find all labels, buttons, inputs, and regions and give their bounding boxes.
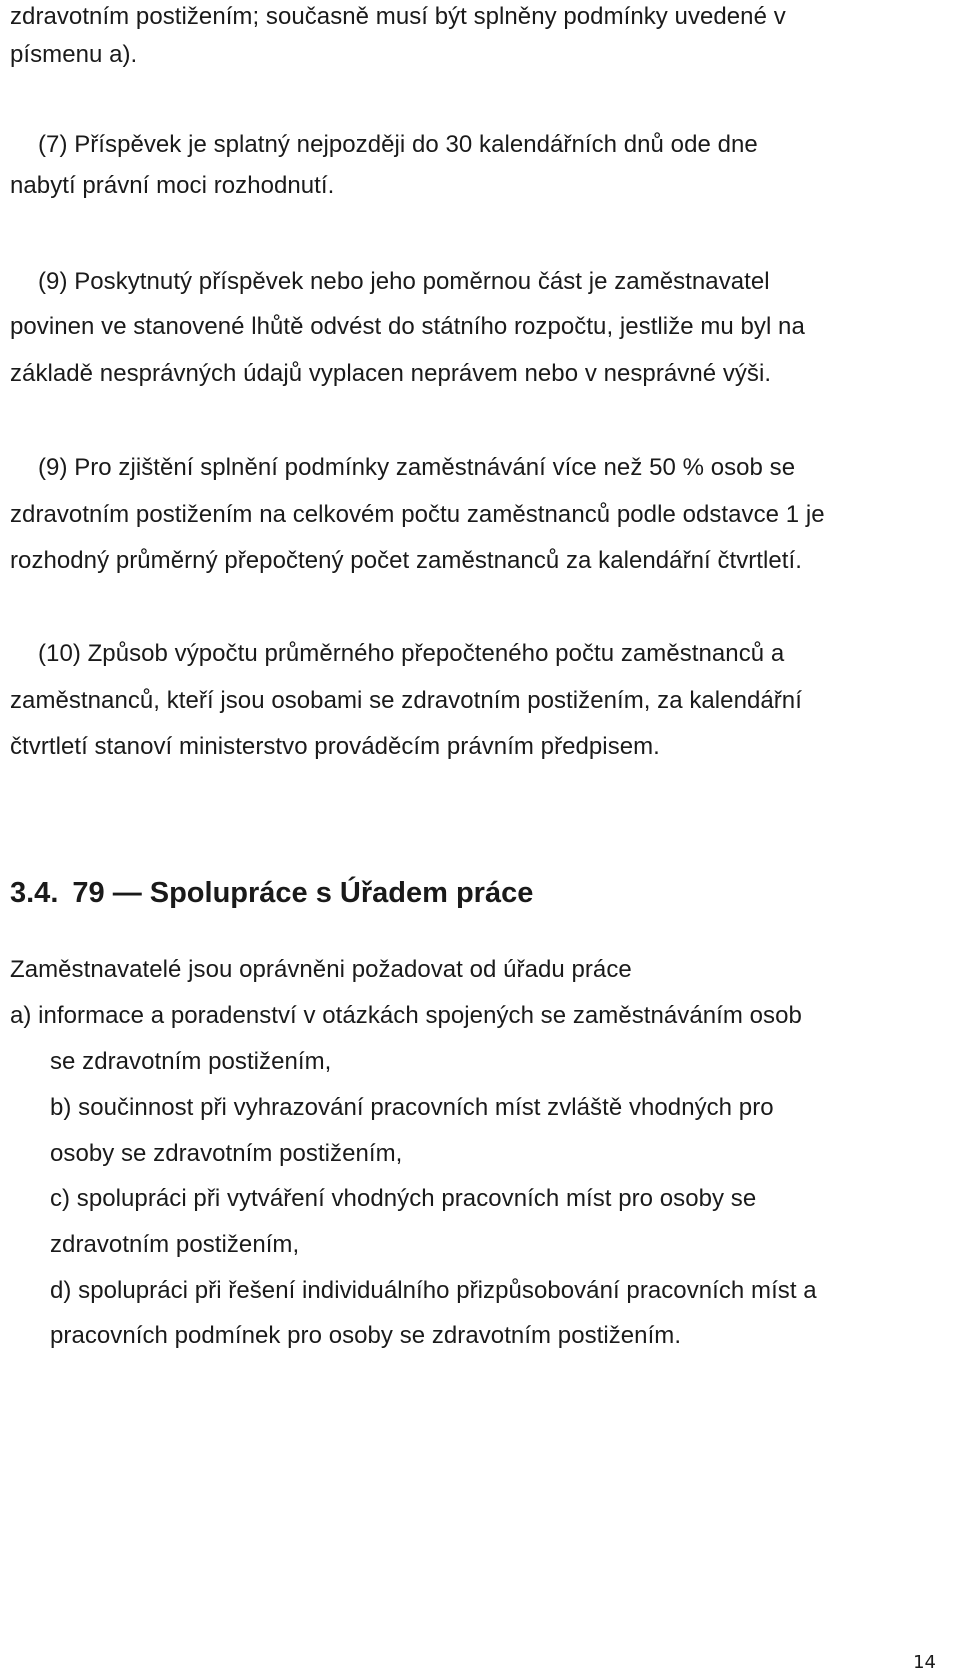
paragraph-line: písmenu a). — [10, 41, 138, 68]
paragraph-line: čtvrtletí stanoví ministerstvo prováděcím právním předpisem. — [10, 733, 660, 760]
list-item-continuation: pracovních podmínek pro osoby se zdravotním postižením. — [50, 1322, 682, 1349]
paragraph-line: nabytí právní moci rozhodnutí. — [10, 172, 335, 199]
paragraph-line: (7) Příspěvek je splatný nejpozději do 30 kalendářních dnů ode dne — [38, 131, 758, 158]
section-title: 79 — Spolupráce s Úřadem práce — [72, 877, 534, 909]
list-item-continuation: zdravotním postižením, — [50, 1231, 300, 1258]
intro-text: Zaměstnavatelé jsou oprávněni požadovat od úřadu práce — [10, 956, 632, 983]
paragraph-line: zdravotním postižením; současně musí být splněny podmínky uvedené v — [10, 3, 786, 30]
list-item: c) spolupráci při vytváření vhodných pracovních míst pro osoby se — [50, 1185, 757, 1212]
page-number: 14 — [913, 1652, 936, 1673]
list-item: a) informace a poradenství v otázkách spojených se zaměstnáváním osob — [10, 1002, 802, 1029]
list-item: d) spolupráci při řešení individuálního přizpůsobování pracovních míst a — [50, 1277, 817, 1304]
paragraph-line: (9) Poskytnutý příspěvek nebo jeho poměrnou část je zaměstnavatel — [38, 268, 770, 295]
paragraph-line: zdravotním postižením na celkovém počtu zaměstnanců podle odstavce 1 je — [10, 501, 825, 528]
list-item-continuation: se zdravotním postižením, — [50, 1048, 332, 1075]
paragraph-line: základě nesprávných údajů vyplacen neprávem nebo v nesprávné výši. — [10, 360, 772, 387]
paragraph-line: povinen ve stanovené lhůtě odvést do státního rozpočtu, jestliže mu byl na — [10, 313, 805, 340]
paragraph-line: rozhodný průměrný přepočtený počet zaměstnanců za kalendářní čtvrtletí. — [10, 547, 802, 574]
section-heading — [10, 876, 533, 910]
paragraph-line: (10) Způsob výpočtu průměrného přepočteného počtu zaměstnanců a — [38, 640, 785, 667]
list-item-continuation: osoby se zdravotním postižením, — [50, 1140, 403, 1167]
list-item: b) součinnost při vyhrazování pracovních míst zvláště vhodných pro — [50, 1094, 774, 1121]
paragraph-line: zaměstnanců, kteří jsou osobami se zdravotním postižením, za kalendářní — [10, 687, 802, 714]
paragraph-line: (9) Pro zjištění splnění podmínky zaměstnávání více než 50 % osob se — [38, 454, 796, 481]
section-number: 3.4. — [10, 877, 59, 909]
